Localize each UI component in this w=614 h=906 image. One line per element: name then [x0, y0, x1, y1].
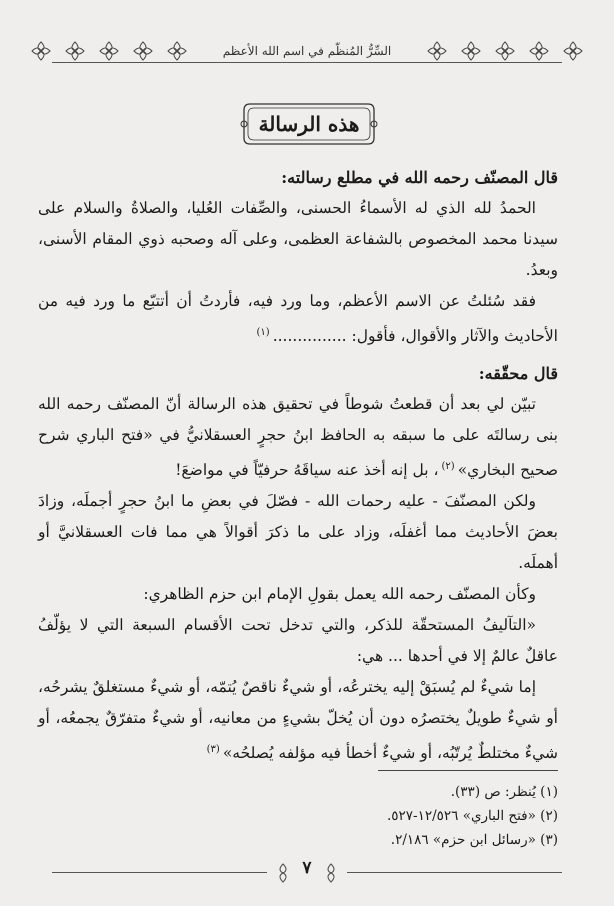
- section-title-frame: [240, 100, 378, 148]
- quote-paragraph: «التآليفُ المستحقّة للذكر، والتي تدخل تحت الأقسام السبعة التي لا يؤلّفُ عاقلٌ عالمٌ إلا في أحدها ... هي:: [38, 616, 558, 666]
- author-intro-heading: قال المصنّف رحمه الله في مطلع رسالته:: [281, 168, 558, 187]
- editor-heading: قال محقّقه:: [478, 364, 558, 384]
- footnote-marker: (٣): [206, 744, 220, 756]
- quote-paragraph: [38, 672, 558, 769]
- header-rule: [52, 62, 562, 63]
- paragraph: ولكن المصنّفَ - عليه رحمات الله - فصّلَ في بعضِ ما ابنُ حجرٍ أجملَه، وزادَ بعضَ الأحاديث مما أغفلَه، وزاد على ما ذكرَ أقوالاً هي مما فات العسقلانيَّ أو أهملَه.: [38, 492, 558, 573]
- paragraph: الحمدُ لله الذي له الأسماءُ الحسنى، والصِّفات العُليا، والصلاةُ والسلام على سيدنا محمد المخصوص بالشفاعة العظمى، وعلى آله وصحبه ذوي المقام الأسنى، وبعدُ.: [38, 199, 558, 279]
- section-title: هذه الرسالة: [258, 112, 360, 136]
- page-number: ٧: [302, 858, 312, 878]
- footnote: (١) يُنظر: ص (٣٣).: [450, 784, 558, 800]
- paragraph-text: ، بل إنه أخذ عنه سياقَهُ حرفيّاً في مواضعَ!: [175, 461, 439, 480]
- paragraph: [38, 286, 558, 352]
- footnote-marker: (٢): [441, 461, 455, 473]
- footnote-rule: [378, 770, 558, 771]
- footnotes: [38, 780, 558, 852]
- paragraph-text: تبيّن لي بعد أن قطعتُ شوطاً في تحقيق هذه الرسالة أنّ المصنّف رحمه الله بنى رسالتَه على ما سبقه به الحافظ ابنُ حجرٍ العسقلانيُّ في «فتح الباري شرح صحيح البخاري»: [38, 395, 558, 480]
- paragraph: وكأن المصنّف رحمه الله يعمل بقولِ الإمام ابن حزم الظاهري:: [143, 585, 536, 604]
- paragraph: [38, 389, 558, 486]
- paragraph-text: إما شيءٌ لم يُسبَقْ إليه يخترعُه، أو شيءٌ ناقصٌ يُتمّه، أو شيءٌ مستغلقٌ يشرحُه، أو شيءٌ طويلٌ يختصرُه دون أن يُخلّ بشيءٍ من معانيه، أو شيءٌ متفرّقٌ يجمعُه، أو شيءٌ مختلطٌ يُرتّبُه، أو شيءٌ أخطأ فيه مؤلفه يُصلحُه»: [38, 678, 558, 763]
- footnote-marker: (١): [256, 327, 270, 338]
- footnote: (٣) «رسائل ابن حزم» ٢/١٨٦.: [390, 832, 558, 848]
- paragraph-text: فقد سُئلتُ عن الاسم الأعظم، وما ورد فيه، فأردتُ أن أتتبّع ما ورد فيه من الأحاديث والآثار والأقوال، فأقول: ...............: [38, 292, 558, 346]
- main-text: [38, 162, 558, 769]
- running-header: السِّرُّ المُنظّم في اسم الله الأعظم: [222, 44, 392, 58]
- footnote: (٢) «فتح الباري» ١٢/٥٢٦-٥٢٧.: [386, 808, 558, 824]
